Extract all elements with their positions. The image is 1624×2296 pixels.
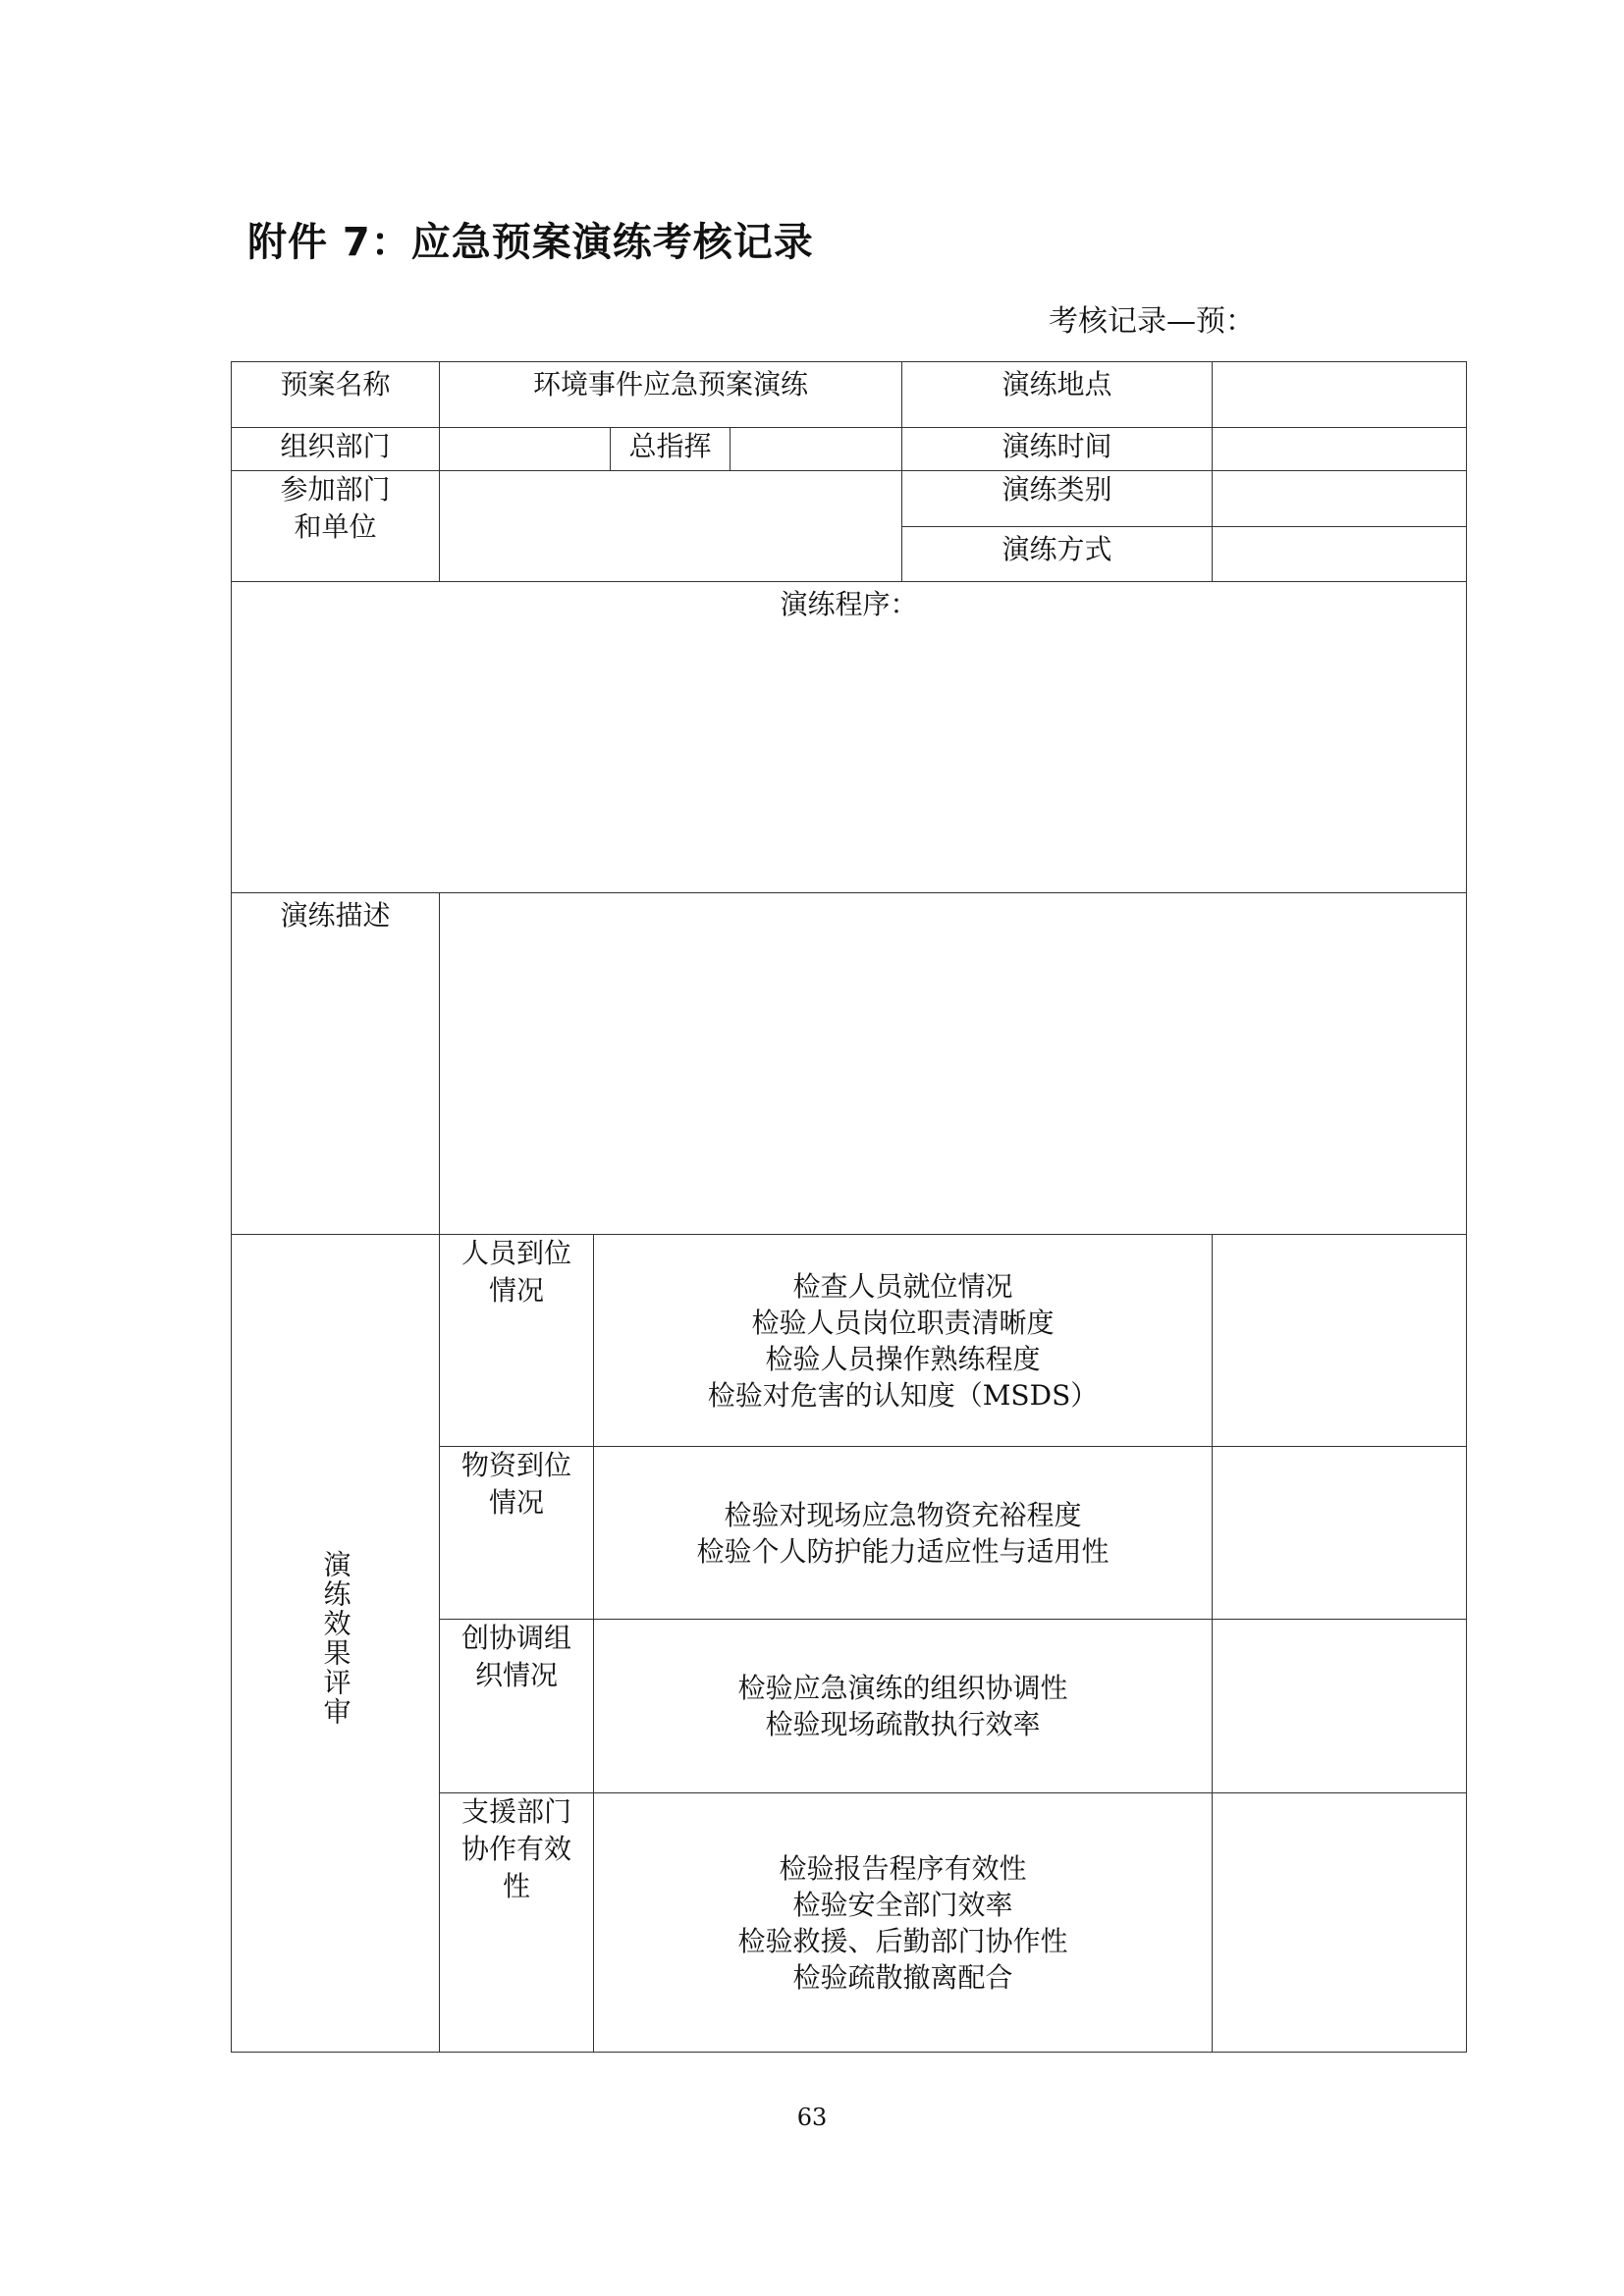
description-label: 演练描述 [232,893,440,1235]
list-item: 检验安全部门效率 [792,1888,1013,1921]
procedure-cell[interactable] [232,582,1467,893]
list-item: 检验人员岗位职责清晰度 [751,1306,1055,1339]
time-value[interactable] [1213,428,1467,471]
list-item: 检查人员就位情况 [792,1269,1013,1303]
participants-label: 参加部门 和单位 [232,471,440,582]
section-2-items [594,1447,1213,1620]
section-1-items [594,1235,1213,1447]
participants-value[interactable] [440,471,902,582]
plan-name-value[interactable]: 环境事件应急预案演练 [440,362,902,428]
location-value[interactable] [1213,362,1467,428]
page-number: 63 [796,2104,828,2131]
method-label: 演练方式 [902,527,1213,582]
evaluation-label: 演练效果评审 [232,1235,440,2053]
org-dept-value[interactable] [440,428,611,471]
description-value[interactable] [440,893,1467,1235]
location-label: 演练地点 [902,362,1213,428]
commander-value[interactable] [731,428,902,471]
section-4-label: 支援部门 协作有效 性 [440,1793,594,2053]
section-4-score[interactable] [1213,1793,1467,2053]
record-number-label: 考核记录—预： [1049,304,1255,339]
method-value[interactable] [1213,527,1467,582]
section-3-items [594,1620,1213,1793]
list-item: 检验对现场应急物资充裕程度 [724,1498,1082,1531]
section-2-label: 物资到位 情况 [440,1447,594,1620]
list-item: 检验个人防护能力适应性与适用性 [696,1534,1110,1568]
type-label: 演练类别 [902,471,1213,527]
type-value[interactable] [1213,471,1467,527]
section-1-label: 人员到位 情况 [440,1235,594,1447]
plan-name-label: 预案名称 [232,362,440,428]
time-label: 演练时间 [902,428,1213,471]
list-item: 检验应急演练的组织协调性 [737,1672,1068,1704]
section-1-score[interactable] [1213,1235,1467,1447]
section-2-score[interactable] [1213,1447,1467,1620]
list-item: 检验疏散撤离配合 [792,1960,1013,1994]
list-item: 检验报告程序有效性 [779,1851,1027,1885]
list-item: 检验对危害的认知度（MSDS） [707,1378,1099,1412]
page-title: 附件 7：应急预案演练考核记录 [247,220,814,265]
commander-label: 总指挥 [611,428,731,471]
list-item: 检验救援、后勤部门协作性 [737,1924,1068,1957]
list-item: 检验人员操作熟练程度 [765,1342,1041,1375]
section-3-label: 创协调组 织情况 [440,1620,594,1793]
procedure-label: 演练程序： [780,588,918,620]
org-dept-label: 组织部门 [232,428,440,471]
list-item: 检验现场疏散执行效率 [765,1708,1041,1740]
section-3-score[interactable] [1213,1620,1467,1793]
drill-assessment-form [231,361,1467,2053]
section-4-items [594,1793,1213,2053]
